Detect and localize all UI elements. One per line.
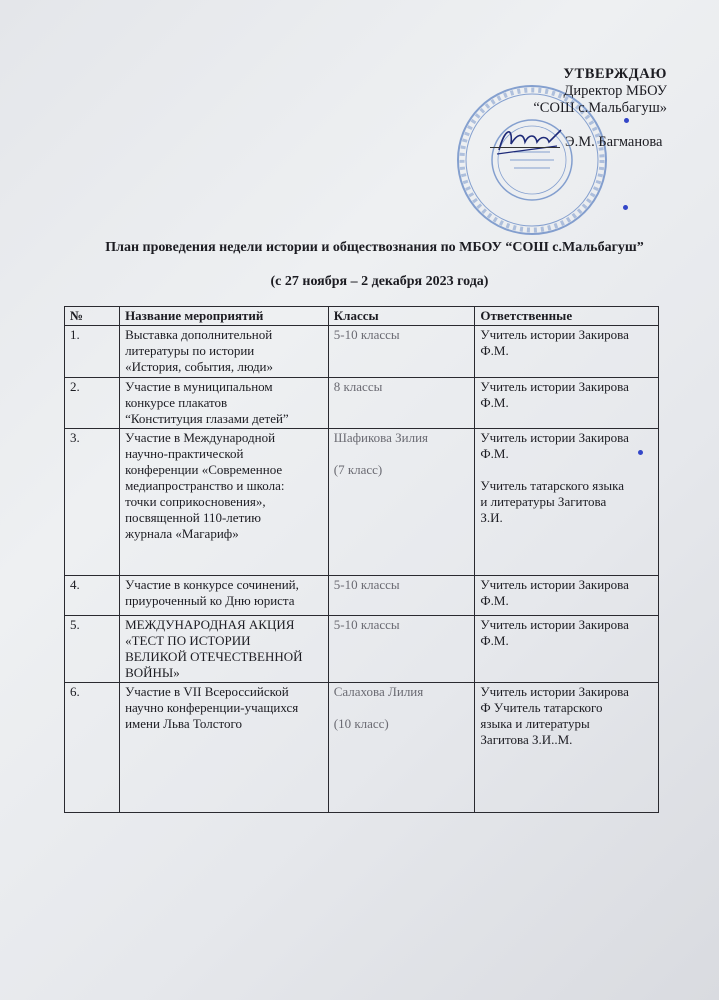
cell-number: 4.: [65, 576, 120, 616]
cell-line: Участие в муниципальном: [125, 379, 273, 394]
cell-line: Учитель истории Закирова: [480, 327, 629, 342]
cell-line: 8 классы: [333, 379, 383, 394]
cell-classes: [328, 576, 475, 616]
approval-title: УТВЕРЖДАЮ: [563, 66, 667, 82]
table-row: [65, 326, 659, 378]
cell-line: ВЕЛИКОЙ ОТЕЧЕСТВЕННОЙ: [125, 649, 303, 664]
cell-classes: [328, 326, 475, 378]
approval-position: Директор МБОУ: [563, 83, 667, 99]
cell-line: Учитель истории Закирова: [480, 577, 629, 592]
cell-responsible: [475, 429, 659, 576]
table-row: [65, 576, 659, 616]
cell-number: 1.: [65, 326, 120, 378]
page-period: (с 27 ноября – 2 декабря 2023 года): [270, 274, 489, 289]
cell-line: Учитель татарского языка: [480, 478, 625, 493]
cell-line: приуроченный ко Дню юриста: [125, 593, 295, 608]
cell-line: Ф.М.: [480, 593, 509, 608]
cell-line: Участие в конкурсе сочинений,: [125, 577, 299, 592]
table-row: [65, 616, 659, 683]
column-header: Классы: [328, 307, 475, 326]
table-row: [65, 429, 659, 576]
column-header: Ответственные: [475, 307, 659, 326]
cell-line: Ф.М.: [480, 343, 509, 358]
cell-event-name: [120, 326, 329, 378]
cell-line: языка и литературы: [480, 716, 590, 731]
cell-line: и литературы Загитова: [480, 494, 607, 509]
cell-line: Выставка дополнительной: [125, 327, 273, 342]
pen-dot: [624, 118, 629, 123]
cell-responsible: [475, 378, 659, 429]
handwritten-signature: [495, 120, 565, 160]
approval-block: [533, 66, 667, 117]
page-title: План проведения недели истории и обществознания по МБОУ “СОШ с.Мальбагуш”: [105, 240, 644, 255]
cell-number: 5.: [65, 616, 120, 683]
cell-line: конференции «Современное: [125, 462, 283, 477]
cell-line: Салахова Лилия: [333, 684, 424, 699]
cell-line: Ф.М.: [480, 395, 509, 410]
cell-line: МЕЖДУНАРОДНАЯ АКЦИЯ: [125, 617, 295, 632]
cell-classes: [328, 378, 475, 429]
cell-line: медиапространство и школа:: [125, 478, 285, 493]
cell-line: (10 класс): [333, 716, 389, 731]
cell-line: Учитель истории Закирова: [480, 617, 629, 632]
signature-line: [490, 147, 560, 148]
table-row: [65, 683, 659, 813]
table-header-row: [65, 307, 659, 326]
cell-line: имени Льва Толстого: [125, 716, 242, 731]
events-table: [64, 306, 659, 813]
cell-line: “Конституция глазами детей”: [125, 411, 289, 426]
cell-line: «История, события, люди»: [125, 359, 274, 374]
cell-classes: [328, 616, 475, 683]
cell-line: Участие в VII Всероссийской: [125, 684, 289, 699]
cell-event-name: [120, 429, 329, 576]
cell-line: «ТЕСТ ПО ИСТОРИИ: [125, 633, 251, 648]
cell-number: 2.: [65, 378, 120, 429]
cell-line: конкурсе плакатов: [125, 395, 228, 410]
cell-classes: [328, 429, 475, 576]
cell-line: (7 класс): [333, 462, 383, 477]
cell-responsible: [475, 683, 659, 813]
cell-event-name: [120, 378, 329, 429]
cell-line: Загитова З.И..М.: [480, 732, 573, 747]
cell-classes: [328, 683, 475, 813]
signatory-name: Э.М. Багманова: [565, 134, 663, 150]
cell-line: посвященной 110-летию: [125, 510, 261, 525]
cell-line: журнала «Магариф»: [125, 526, 239, 541]
table-row: [65, 378, 659, 429]
approval-school: “СОШ с.Мальбагуш»: [533, 100, 667, 116]
cell-line: научно конференции-учащихся: [125, 700, 299, 715]
cell-event-name: [120, 683, 329, 813]
cell-responsible: [475, 326, 659, 378]
cell-line: Участие в Международной: [125, 430, 276, 445]
cell-line: научно-практической: [125, 446, 244, 461]
cell-line: Учитель истории Закирова: [480, 379, 629, 394]
cell-responsible: [475, 616, 659, 683]
cell-line: Ф.М.: [480, 446, 509, 461]
cell-line: Ф.М.: [480, 633, 509, 648]
cell-line: [334, 700, 470, 716]
column-header: №: [65, 307, 120, 326]
cell-line: 5-10 классы: [333, 577, 400, 592]
cell-event-name: [120, 616, 329, 683]
cell-line: 5-10 классы: [333, 617, 400, 632]
column-header: Название мероприятий: [120, 307, 329, 326]
cell-line: [334, 446, 470, 462]
cell-line: 5-10 классы: [333, 327, 400, 342]
cell-event-name: [120, 576, 329, 616]
cell-line: ВОЙНЫ»: [125, 665, 180, 680]
cell-line: Шафикова Зилия: [333, 430, 429, 445]
pen-dot: [623, 205, 628, 210]
cell-line: литературы по истории: [125, 343, 255, 358]
cell-number: 6.: [65, 683, 120, 813]
cell-responsible: [475, 576, 659, 616]
cell-line: [480, 462, 653, 478]
cell-line: Учитель истории Закирова: [480, 684, 629, 699]
cell-line: точки соприкосновения»,: [125, 494, 266, 509]
cell-number: 3.: [65, 429, 120, 576]
cell-line: З.И.: [480, 510, 503, 525]
cell-line: Учитель истории Закирова: [480, 430, 629, 445]
cell-line: Ф Учитель татарского: [480, 700, 603, 715]
